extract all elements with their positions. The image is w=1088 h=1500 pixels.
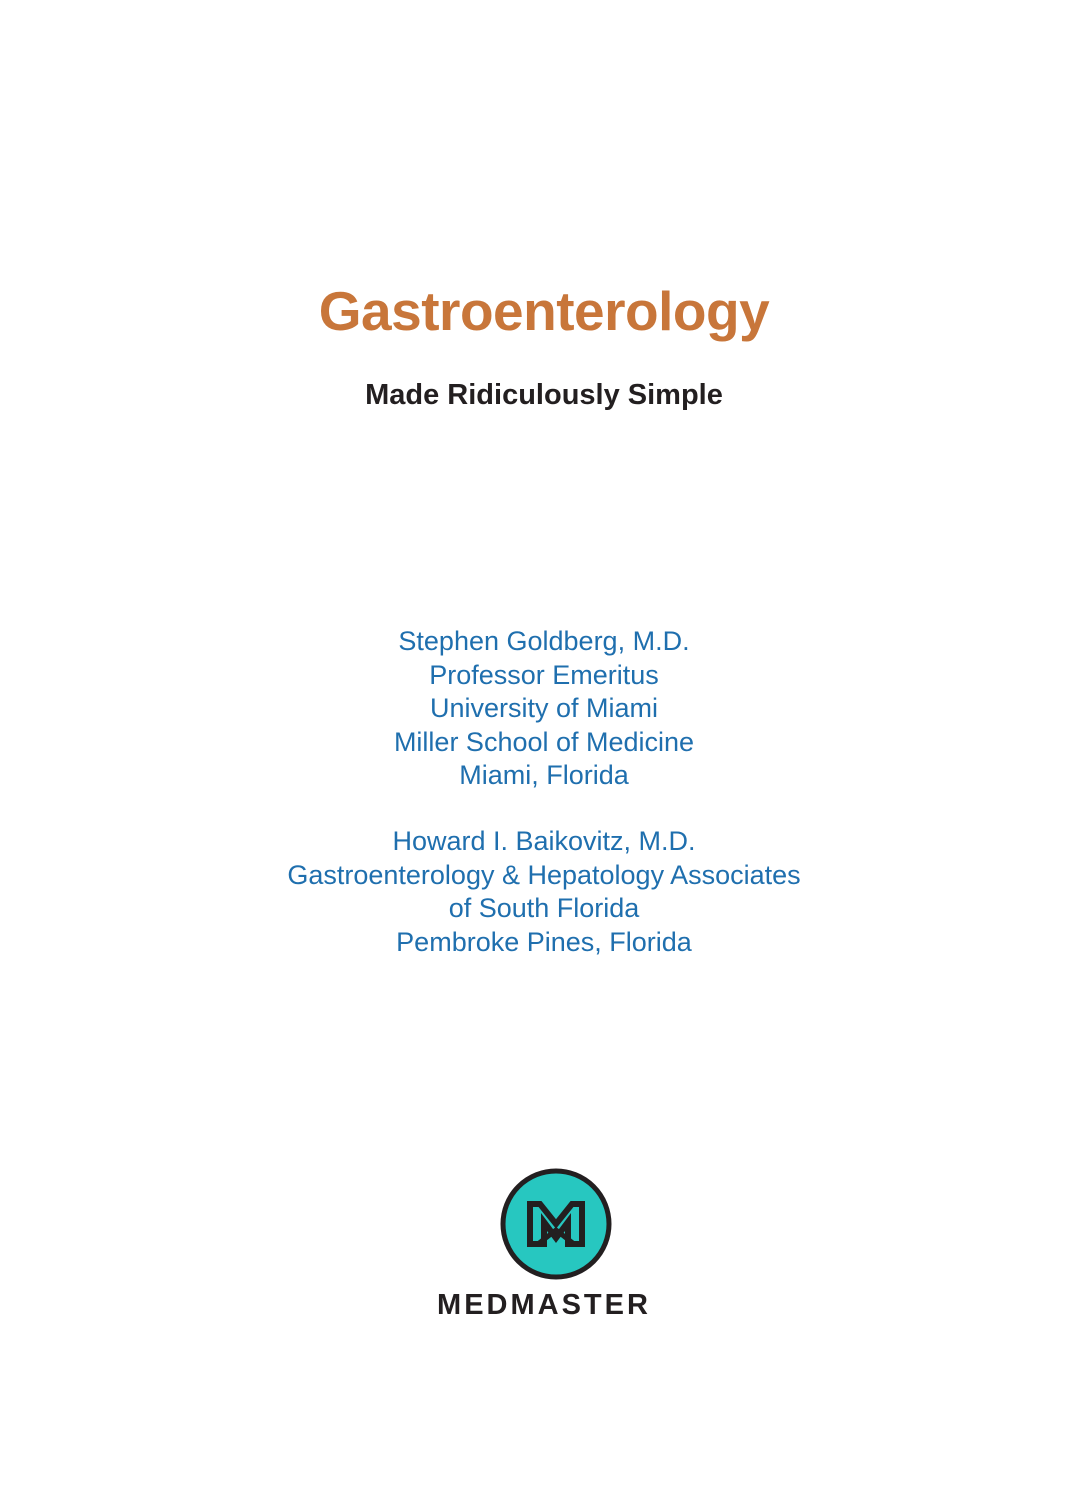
author-name: Howard I. Baikovitz, M.D.	[392, 826, 696, 856]
book-title: Gastroenterology	[318, 280, 770, 342]
author-affiliation-cont: of South Florida	[448, 893, 640, 923]
author-block-baikovitz	[0, 825, 1088, 959]
book-subtitle: Made Ridiculously Simple	[365, 379, 723, 411]
publisher-name: MEDMASTER	[437, 1289, 651, 1321]
author-institution: University of Miami	[429, 693, 659, 723]
author-name: Stephen Goldberg, M.D.	[398, 626, 690, 656]
author-location: Miami, Florida	[459, 760, 629, 790]
author-affiliation: Gastroenterology & Hepatology Associates	[287, 859, 801, 890]
author-block-goldberg	[0, 625, 1088, 793]
medmaster-logo-icon	[500, 1168, 612, 1280]
author-position: Professor Emeritus	[429, 659, 659, 690]
author-school: Miller School of Medicine	[393, 726, 695, 757]
author-location: Pembroke Pines, Florida	[396, 926, 692, 957]
